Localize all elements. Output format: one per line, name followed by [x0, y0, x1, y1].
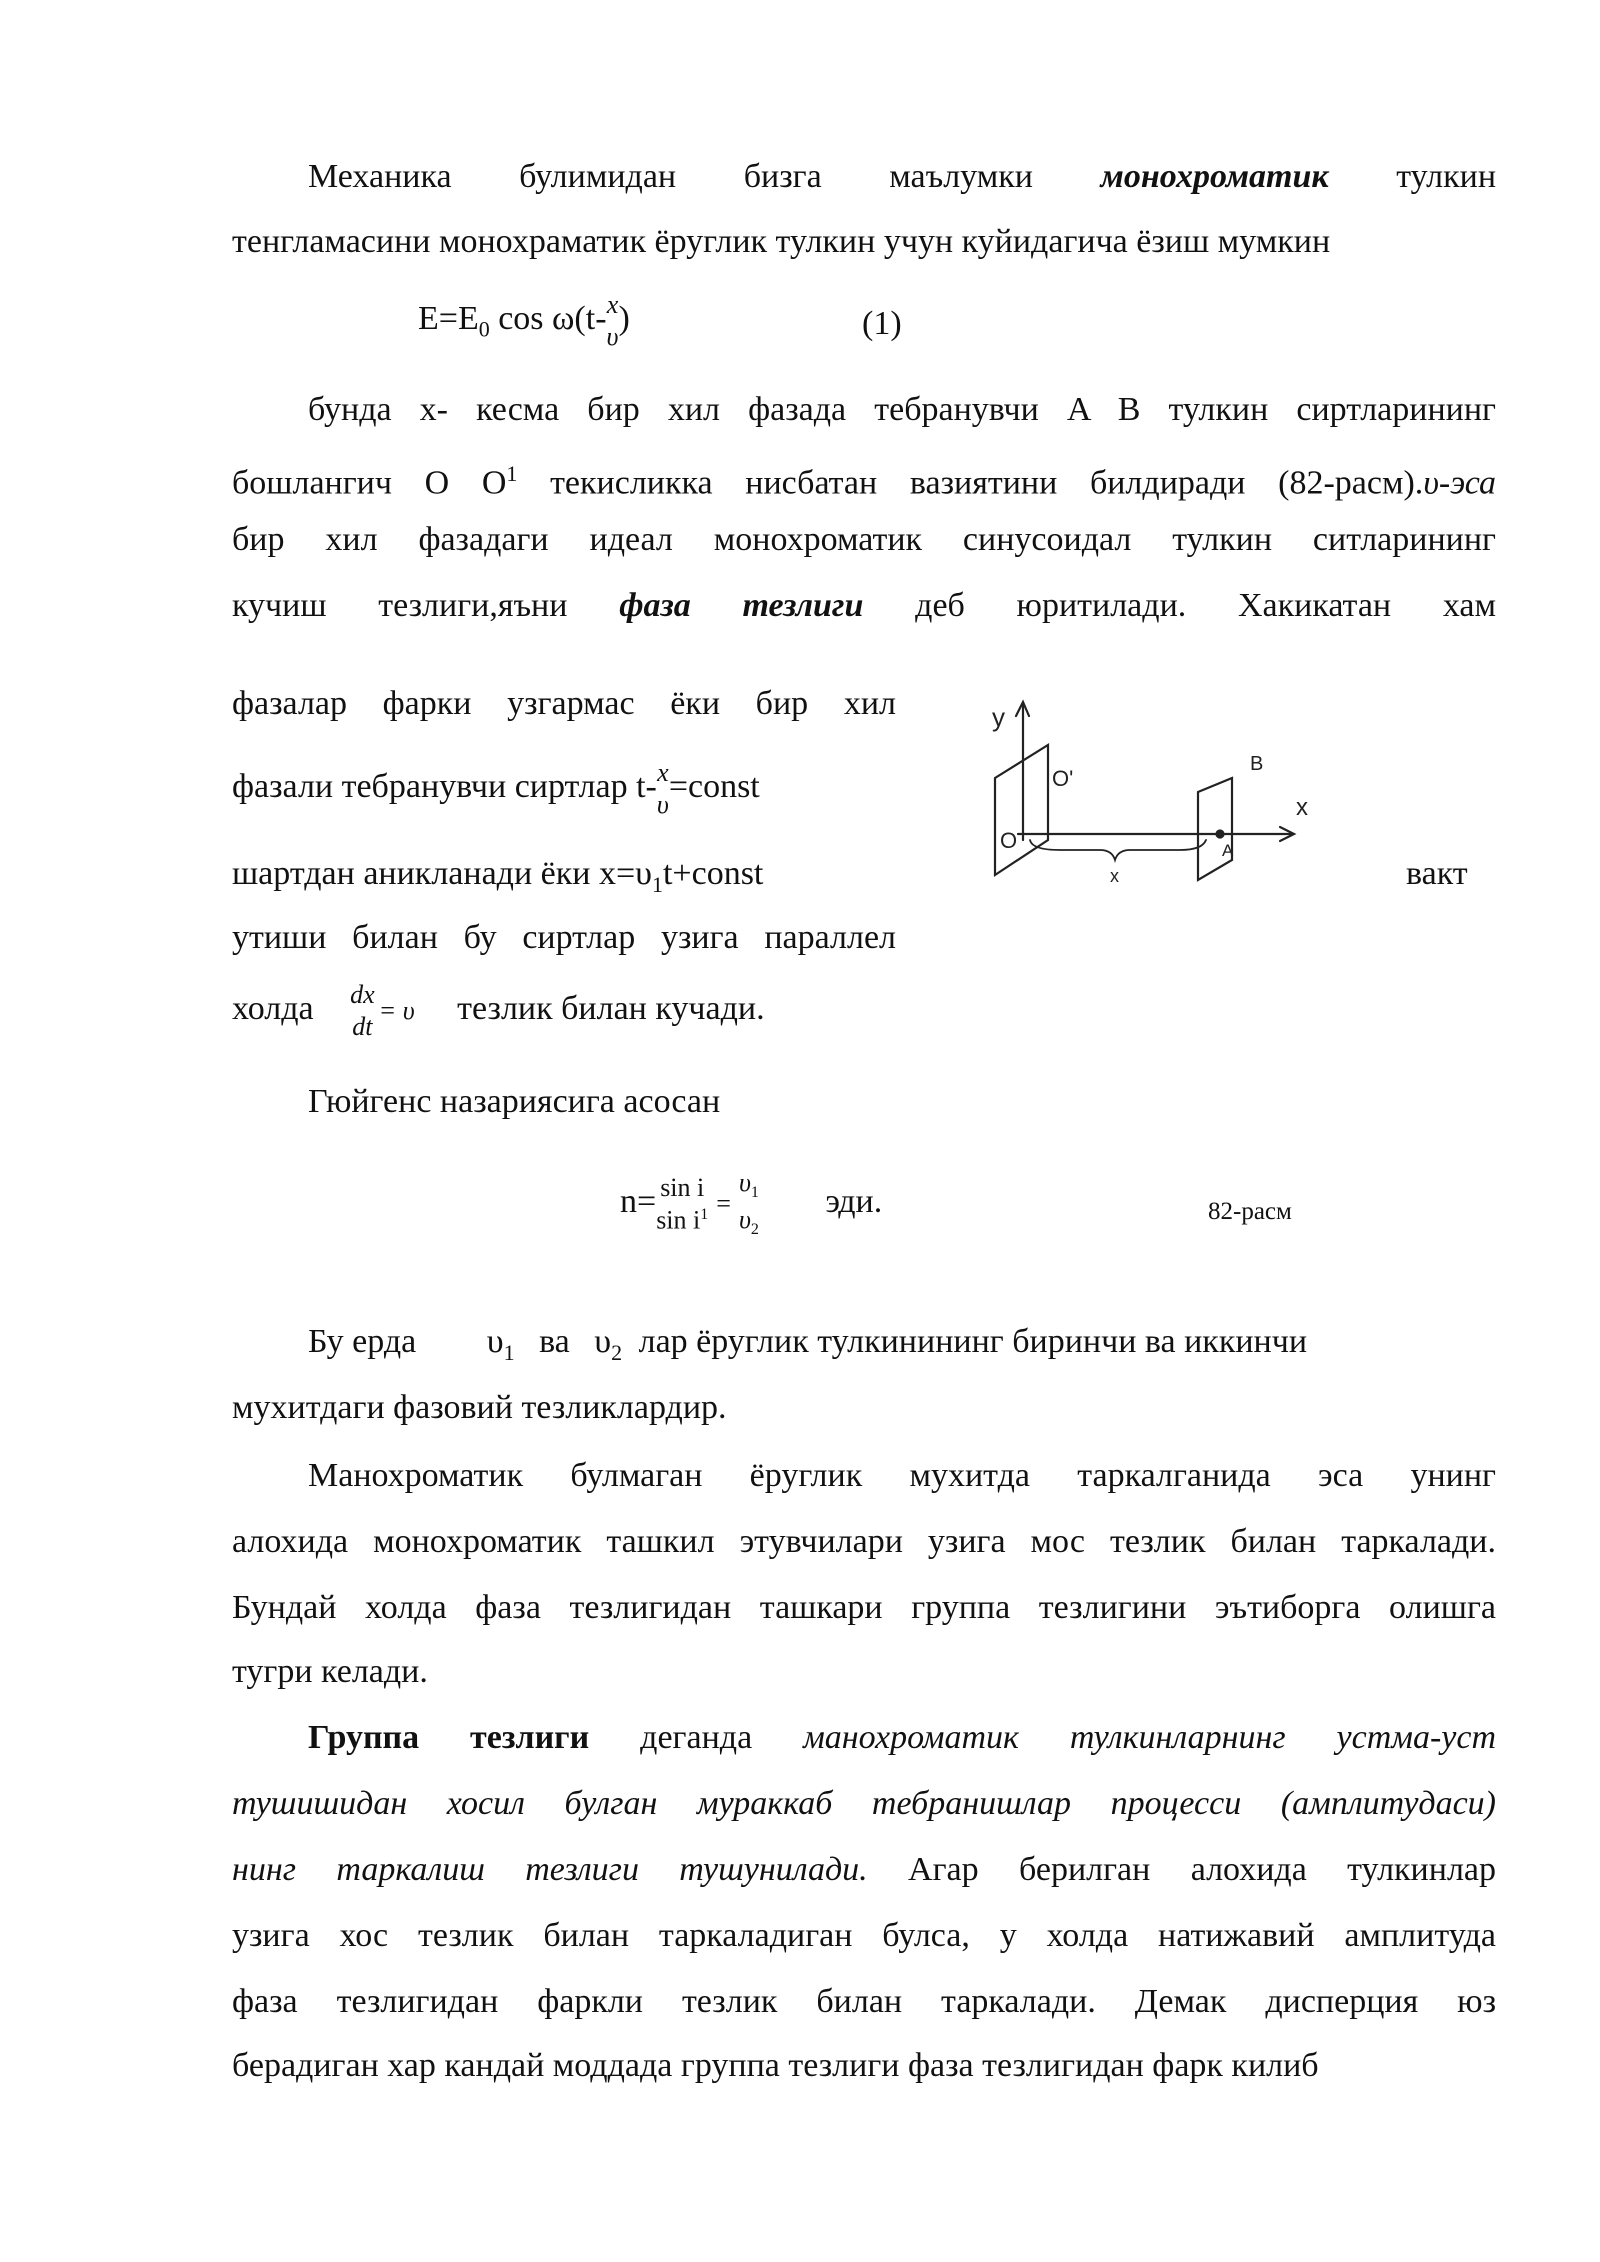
n-tail: эди. — [825, 1182, 883, 1220]
p2-text: текисликка нисбатан вазиятини билдиради (82-расм). — [517, 464, 1424, 502]
n-num2-sub: 1 — [750, 1184, 759, 1202]
p1-line-2: тенгламасини монохраматик ёруглик тулкин учун куйидагича ёзиш мумкин — [232, 223, 1331, 260]
p3-line-5 — [232, 982, 765, 1040]
p2-line-4 — [232, 584, 1496, 628]
p3-fraction — [657, 760, 669, 818]
p3-line-1: фазалар фарки узгармас ёки бир хил — [232, 685, 896, 722]
n-den1 — [656, 1207, 708, 1234]
p7-line-3 — [232, 1848, 1496, 1892]
p3-text: холда — [232, 989, 314, 1027]
p6-line-1: Манохроматик булмаган ёруглик мухитда таркалганида эса унинг — [308, 1457, 1496, 1494]
p3-text: тезлик билан кучади. — [457, 989, 765, 1027]
p2-line-3: бир хил фазадаги идеал монохроматик синусоидал тулкин ситларининг — [232, 521, 1496, 558]
p7-text: деганда — [640, 1719, 753, 1756]
p6-line-4: тугри келади. — [232, 1653, 428, 1690]
n-den2-sub: 2 — [750, 1221, 759, 1239]
p2-text: кучиш тезлиги,яъни — [232, 587, 568, 624]
p7-italic: нинг таркалиш тезлиги тушунилади. — [232, 1851, 868, 1888]
n-num1: sin i — [660, 1172, 705, 1202]
p3-num: x — [657, 758, 669, 787]
p3-line-2 — [232, 760, 896, 818]
eq1-rhs: ) — [618, 299, 630, 337]
v1-symbol: υ — [486, 1323, 504, 1360]
point-a — [1217, 831, 1224, 838]
p5-line-2: мухитдаги фазовий тезликлардир. — [232, 1389, 727, 1426]
equation-1-number: (1) — [862, 305, 902, 342]
n-den2 — [739, 1207, 759, 1238]
p3-text: t+const — [662, 855, 764, 892]
p3-text: шартдан аникланади ёки x=υ — [232, 855, 652, 892]
eq1-den: υ — [606, 322, 619, 351]
eq1-fraction — [607, 292, 619, 350]
plane-ab — [1198, 778, 1232, 880]
p6-line-3: Бундай холда фаза тезлигидан ташкари группа тезлигини эътиборга олишга — [232, 1589, 1496, 1626]
p3-text: фазали тебранувчи сиртлар t- — [232, 767, 657, 805]
p7-line-6: берадиган хар кандай моддада группа тезлиги фаза тезлигидан фарк килиб — [232, 2047, 1319, 2084]
brace-x — [1030, 840, 1206, 860]
n-num2 — [739, 1170, 759, 1201]
huygens-formula — [620, 1170, 882, 1238]
n-fraction-2 — [739, 1170, 759, 1238]
n-den1-sup: 1 — [700, 1205, 709, 1223]
p6-line-2: алохида монохроматик ташкил этувчилари узига мос тезлик билан таркалади. — [232, 1523, 1496, 1560]
p3-sub: 1 — [651, 871, 663, 897]
p7-line-4: узига хос тезлик билан таркаладиган булса, у холда натижавий амплитуда — [232, 1917, 1496, 1954]
v1-sub: 1 — [503, 1339, 515, 1365]
p5-text: Бу ерда — [308, 1323, 417, 1360]
term-monochromatic: монохроматик — [1100, 158, 1329, 195]
p3-line-3 — [232, 852, 896, 907]
eq1-mid: cos ω(t- — [489, 299, 607, 337]
p3-dxdt-fraction — [350, 982, 375, 1040]
label-x-axis: x — [1296, 794, 1308, 821]
n-num2-text: υ — [738, 1168, 751, 1197]
eq1-sub: 0 — [478, 316, 490, 342]
p2-line-1: бунда x- кесма бир хил фазада тебранувчи A B тулкин сиртларининг — [308, 391, 1496, 428]
equation-1 — [418, 292, 630, 352]
eq1-lhs: E=E — [418, 299, 479, 337]
term-group-velocity: Группа тезлиги — [308, 1719, 590, 1756]
p2-line-2 — [232, 452, 1496, 505]
label-o: O — [1000, 828, 1018, 853]
label-y: y — [992, 702, 1005, 732]
n-den2-text: υ — [738, 1205, 751, 1235]
p2-text: деб юритилади. Хакикатан хам — [915, 587, 1497, 624]
p3-text: =const — [668, 767, 760, 805]
label-o1: O' — [1052, 766, 1074, 791]
p5-text: ва — [539, 1323, 570, 1360]
p5-line-1 — [308, 1320, 1307, 1375]
p5-text: лар ёруглик тулкинининг биринчи ва иккинчи — [638, 1323, 1308, 1360]
p2-text: бошлангич O O — [232, 464, 507, 502]
p3-den: dt — [352, 1012, 373, 1041]
p7-line-1 — [308, 1716, 1496, 1760]
p3-eq: = υ — [378, 995, 415, 1025]
n-den1-text: sin i — [656, 1205, 701, 1235]
p3-num: dx — [350, 980, 375, 1009]
v2-symbol: υ — [594, 1323, 612, 1360]
plane-oo1 — [995, 745, 1048, 875]
p1-text: Механика булимидан бизга маълумки — [308, 158, 1033, 195]
p1-line-1 — [308, 155, 1496, 199]
v2-sub: 2 — [611, 1339, 623, 1365]
figure-82 — [970, 690, 1340, 900]
p4-line-1: Гюйгенс назариясига асосан — [308, 1083, 721, 1120]
n-fraction-1 — [656, 1172, 709, 1235]
figure-caption: 82-расм — [1208, 1198, 1292, 1225]
eq1-num: x — [606, 290, 619, 319]
p2-text: υ-эса — [1423, 464, 1496, 502]
p7-italic: манохроматик тулкинларнинг устма-уст — [803, 1719, 1497, 1756]
p2-sup: 1 — [506, 461, 518, 486]
n-eq: = — [716, 1188, 731, 1218]
label-a: A — [1222, 841, 1234, 860]
p7-line-5: фаза тезлигидан фаркли тезлик билан таркалади. Демак дисперция юз — [232, 1983, 1496, 2020]
p1-text: тулкин — [1396, 158, 1497, 195]
p3-line-3-right: вакт — [1406, 855, 1468, 892]
p7-line-2: тушишидан хосил булган мураккаб тебранишлар процесси (амплитудаси) — [232, 1785, 1496, 1822]
p3-den: υ — [656, 790, 669, 819]
p3-line-4: утиши билан бу сиртлар узига параллел — [232, 919, 896, 956]
p7-text: Агар берилган алохида тулкинлар — [908, 1851, 1497, 1888]
label-x-brace: x — [1110, 866, 1119, 886]
term-phase-velocity: фаза тезлиги — [619, 587, 864, 624]
label-b: B — [1250, 753, 1264, 775]
n-lhs: n= — [620, 1182, 657, 1220]
